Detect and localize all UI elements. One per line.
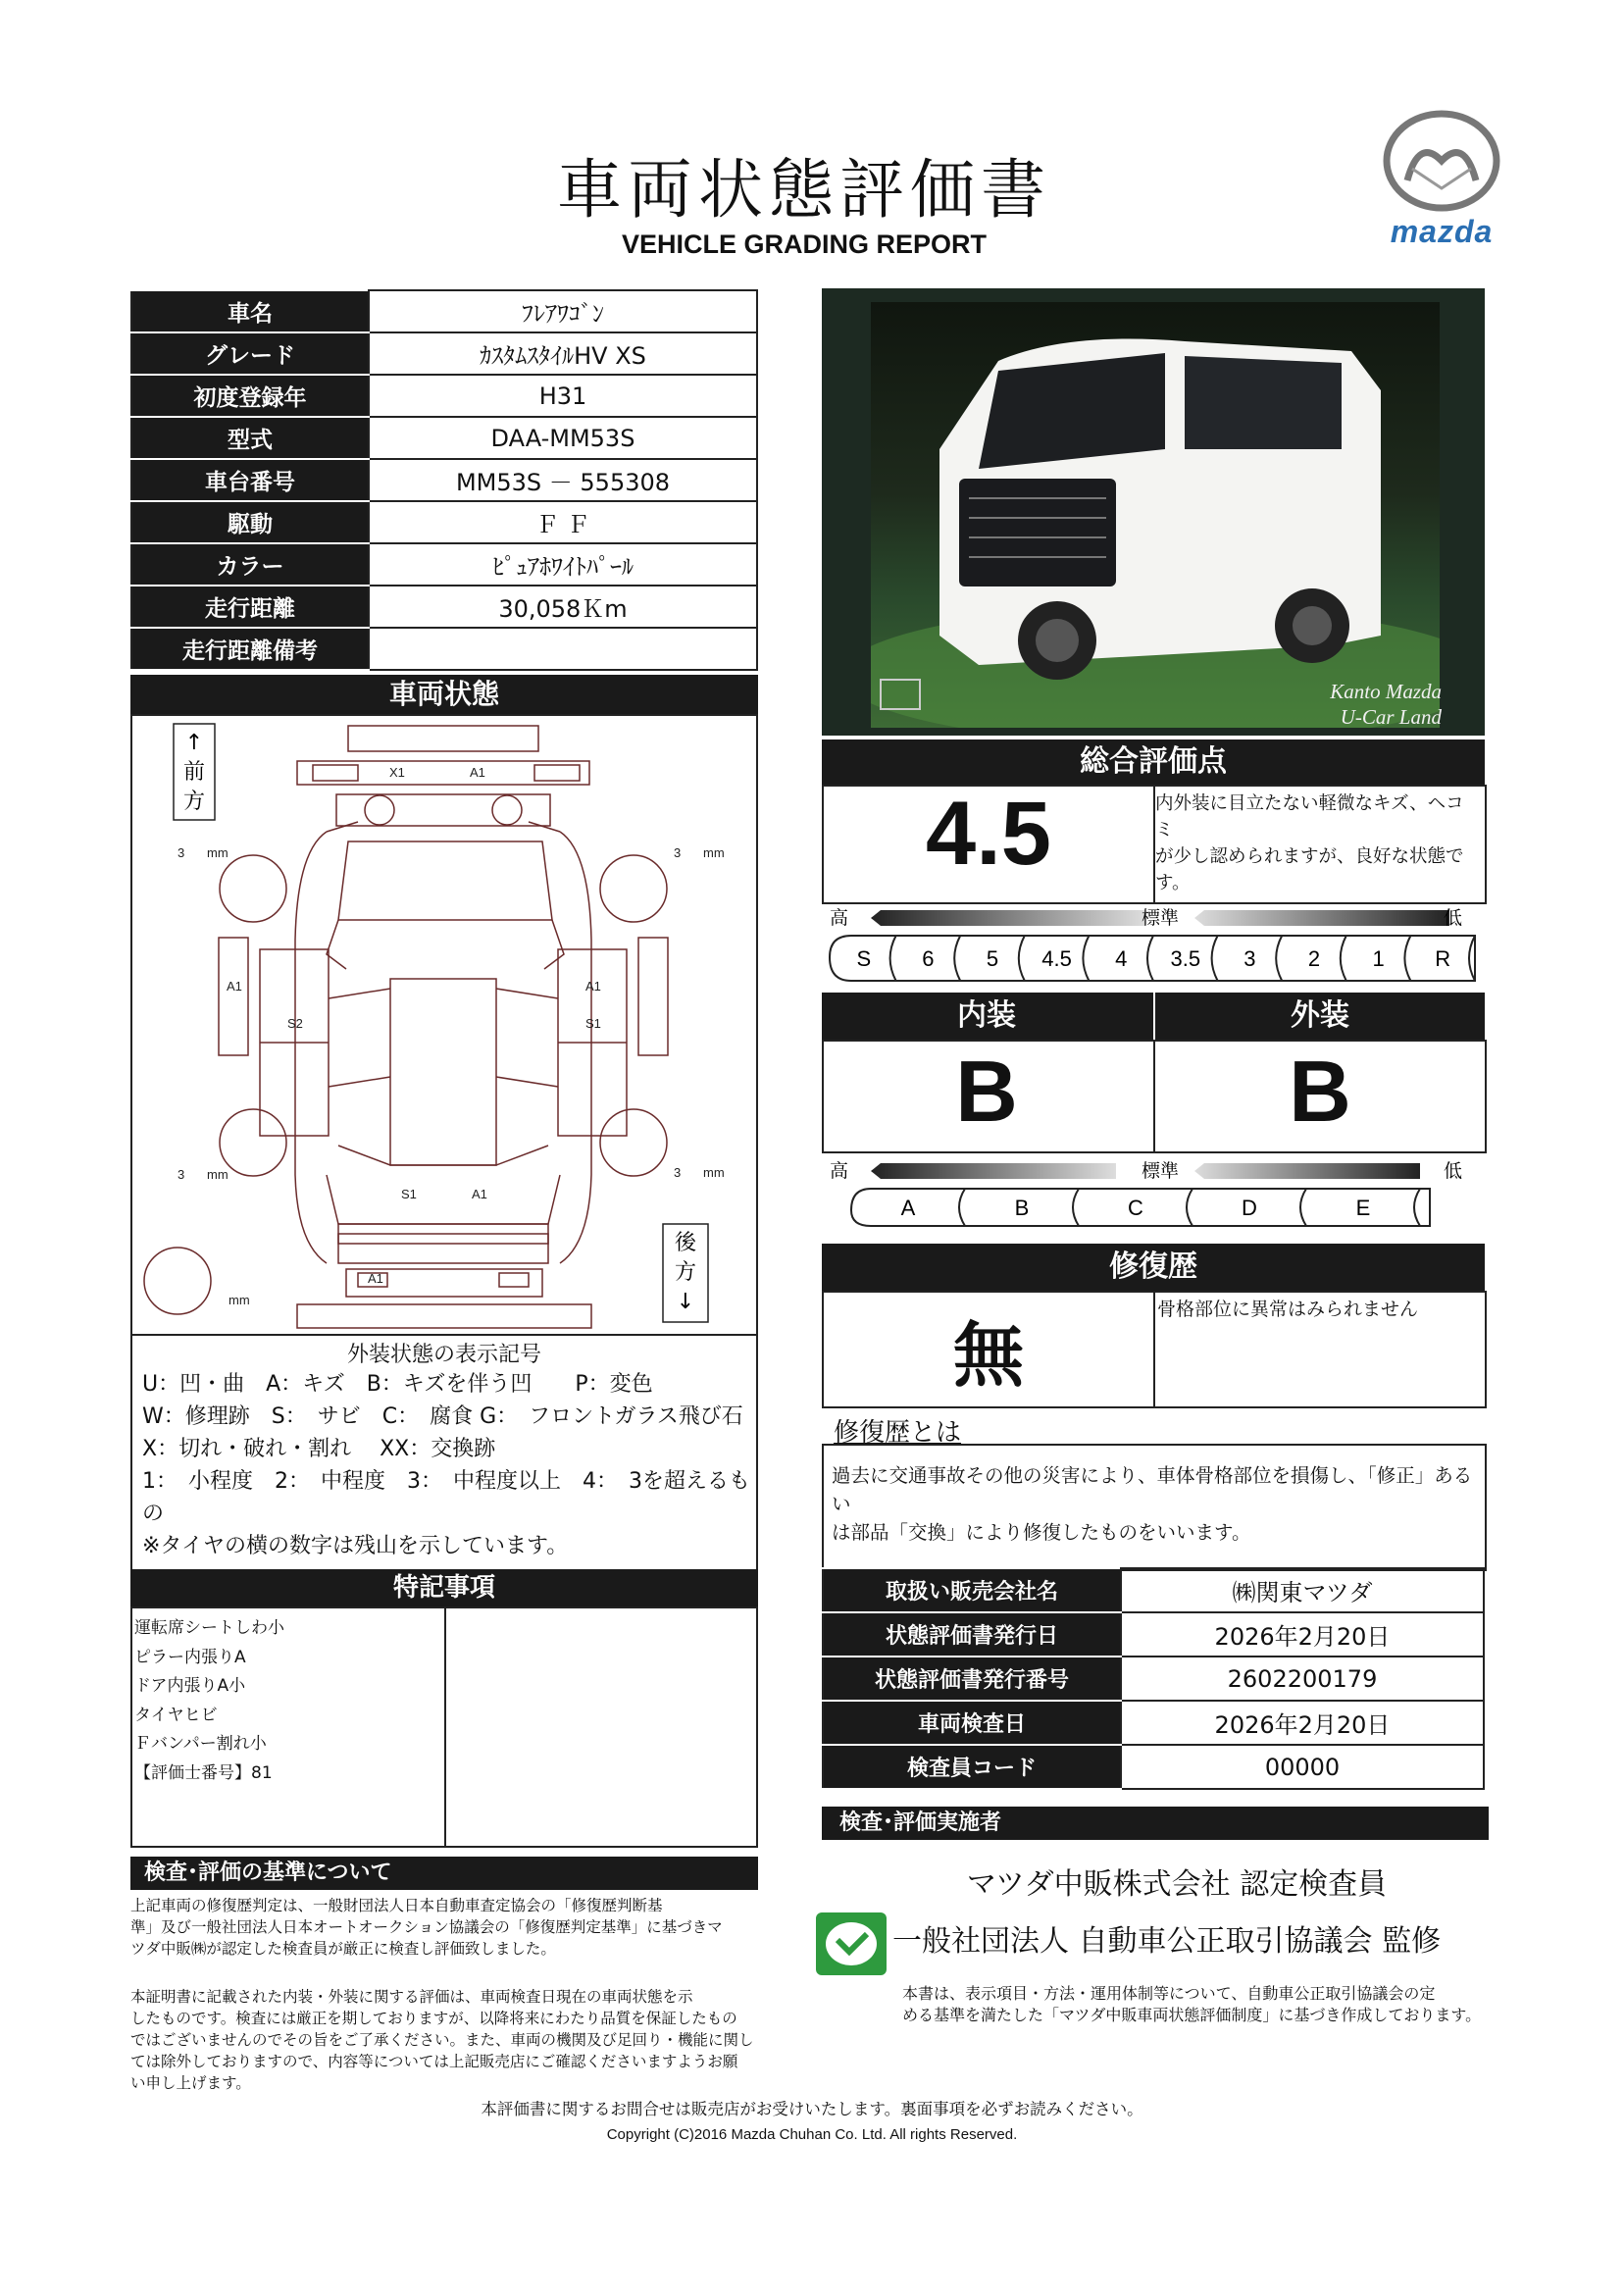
basis-line: ては除外しておりますので、内容等については上記販売店にご確認くださいますようお願 [130,2053,738,2070]
basis-line: したものです。検査には厳正を期しておりますが、以降将来にわたり品質を保証したもの [130,2010,737,2027]
damage-mark: A1 [470,765,485,780]
exterior-heading: 外装 [1291,998,1349,1033]
legend-line: U：凹・曲 A：キズ B：キズを伴う凹 P：変色 [142,1372,653,1397]
scale-cell-label: D [1242,1196,1257,1220]
scale-cell-label: B [1014,1196,1030,1220]
score-desc-line: 内外装に目立たない軽微なキズ、ヘコミ [1155,793,1464,841]
info-row [823,1745,1484,1789]
front-label-2: 方 [182,790,206,814]
footer-notice: 本評価書に関するお問合せは販売店がお受けいたします。裏面事項を必ずお読みください。 [481,2100,1143,2118]
spec-row [131,290,757,332]
info-value: 2602200179 [1121,1657,1484,1701]
spec-value: MM53S － 555308 [369,459,757,501]
vehicle-photo [871,302,1440,728]
notes-box [130,1606,758,1848]
scale-cell-divider [1147,936,1153,981]
legend-line: X：切れ・破れ・割れ XX：交換跡 [142,1437,496,1461]
scale-cell-label: 1 [1372,946,1385,971]
rear-label-1: 後 [674,1231,697,1255]
car-body-diagram [130,714,754,1332]
about-line: 過去に交通事故その他の災害により、車体骨格部位を損傷し、「修正」あるい [832,1464,1473,1515]
score-scale [822,904,1485,989]
association-note [902,1983,1491,2026]
basis-line: い申し上げます。 [130,2074,251,2092]
spec-row [131,628,757,670]
scale-high-label: 高 [830,907,849,929]
legend-title: 外装状態の表示記号 [346,1343,541,1367]
damage-mark: A1 [368,1271,383,1286]
info-value: 2026年2月20日 [1121,1701,1484,1745]
scale-cell-divider [1404,936,1410,981]
scale-cell-label: S [856,946,872,971]
caption-line: U-Car Land [1340,705,1442,729]
scale-cell-label: C [1128,1196,1143,1220]
scale-cell-divider [1414,1189,1420,1226]
executor-heading: 検査･評価実施者 [822,1807,1489,1840]
about-line: は部品「交換」により修復したものをいいます。 [832,1521,1251,1544]
tire-unit: mm [703,845,725,860]
score-description [1155,790,1479,896]
info-label: 状態評価書発行日 [823,1612,1121,1657]
score-desc-line: が少し認められますが、良好な状態で [1155,846,1464,867]
scale-cell-divider [1212,936,1218,981]
report-subtitle: VEHICLE GRADING REPORT [621,229,988,259]
legend-line: ※タイヤの横の数字は残山を示しています。 [142,1534,569,1558]
spec-row [131,375,757,417]
spec-label: 駆動 [131,501,369,543]
spare-tire-unit: mm [228,1293,250,1307]
caption-line: Kanto Mazda [1330,680,1442,703]
basis-paragraph-1 [130,1895,758,1960]
report-title: 車両状態評価書 [557,152,1051,228]
spec-value: Ｆ Ｆ [369,501,757,543]
info-row [823,1612,1484,1657]
scale-cell-label: 5 [986,946,999,971]
legend-line: 1： 小程度 2： 中程度 3： 中程度以上 4： 3を超えるもの [142,1469,750,1526]
note-item: タイヤヒビ [134,1705,218,1725]
spec-row [131,543,757,586]
scale-cell-divider [1276,936,1282,981]
scale-cell-divider [890,936,896,981]
info-value: 00000 [1121,1745,1484,1789]
note-item: ドア内張りA小 [134,1676,246,1696]
basis-line: ツダ中販㈱が認定した検査員が厳正に検査し評価致しました。 [130,1940,556,1958]
spec-row [131,332,757,375]
scale-cell-label: 3 [1243,946,1256,971]
scale-cell-label: R [1435,946,1451,971]
spec-value: DAA-MM53S [369,417,757,459]
scale-cell-label: E [1355,1196,1371,1220]
interior-grade: B [955,1043,1018,1140]
spec-label: 車台番号 [131,459,369,501]
association-logo-icon [814,1911,888,1977]
basis-line: ではございませんのでその旨をご了承ください。また、車両の機関及び足回り・機能に関し [130,2031,754,2049]
scale-cell-divider [1083,936,1089,981]
note-item: 運転席シートしわ小 [134,1618,284,1638]
spec-label: 型式 [131,417,369,459]
spec-label: 走行距離 [131,586,369,628]
certified-inspector: マツダ中販株式会社 認定検査員 [966,1867,1388,1902]
info-label: 状態評価書発行番号 [823,1657,1121,1701]
assoc-note-line: 本書は、表示項目・方法・運用体制等について、自動車公正取引協議会の定 [902,1984,1436,2003]
spec-value [369,628,757,670]
scale-cell-divider [959,1189,965,1226]
tire-unit: mm [703,1165,725,1180]
info-value: ㈱関東マツダ [1121,1568,1484,1612]
scale-cell-divider [1187,1189,1193,1226]
info-label: 検査員コード [823,1745,1121,1789]
exterior-grade: B [1289,1043,1351,1140]
tire-unit: mm [207,845,228,860]
basis-heading: 検査･評価の基準について [130,1857,758,1890]
note-item: Ｆバンパー割れ小 [134,1734,267,1754]
spec-label: グレード [131,332,369,375]
repair-note: 骨格部位に異常はみられません [1157,1299,1419,1320]
legend-box [130,1334,758,1571]
scale-low-label: 低 [1444,907,1463,929]
basis-line: 上記車両の修復歴判定は、一般財団法人日本自動車査定協会の「修復歴判断基 [130,1897,663,1914]
score-heading: 総合評価点 [822,739,1485,785]
front-label-1: 前 [182,760,206,785]
info-row [823,1568,1484,1612]
spec-row [131,586,757,628]
scale-mid-label: 標準 [1142,907,1180,929]
spec-label: 初度登録年 [131,375,369,417]
footer-copyright: Copyright (C)2016 Mazda Chuhan Co. Ltd. All rights Reserved. [606,2126,1018,2143]
tire-rl-depth: 3 [178,1167,185,1182]
basis-line: 準」及び一般社団法人日本オートオークション協議会の「修復歴判定基準」に基づきマ [130,1918,723,1936]
info-row [823,1701,1484,1745]
info-value: 2026年2月20日 [1121,1612,1484,1657]
basis-paragraph-2 [130,1986,758,2094]
score-scale-cells [856,936,1475,981]
note-item: ピラー内張りA [134,1647,246,1667]
spec-label: 走行距離備考 [131,628,369,670]
scale-cell-label: 4.5 [1041,946,1072,971]
spec-value: ﾌﾚｱﾜｺﾞﾝ [369,290,757,332]
scale-cell-label: 2 [1307,946,1321,971]
info-label: 車両検査日 [823,1701,1121,1745]
front-arrow-label: ↑ [184,731,204,755]
grade-scale-high: 高 [830,1160,849,1182]
notes-heading: 特記事項 [130,1569,758,1606]
scale-cell-divider [1019,936,1025,981]
spec-value: 30,058Ｋm [369,586,757,628]
rear-label-2: 方 [674,1260,697,1285]
spec-label: カラー [131,543,369,586]
tire-fr-depth: 3 [674,845,682,860]
grade-scale-mid: 標準 [1142,1160,1180,1182]
info-row [823,1657,1484,1701]
overall-score: 4.5 [926,784,1051,884]
repair-heading: 修復歴 [822,1244,1485,1291]
spec-row [131,417,757,459]
grade-scale [822,1157,1485,1236]
vehicle-photo-illustration [871,302,1440,728]
grade-scale-low: 低 [1444,1160,1463,1182]
rear-arrow-label: ↓ [676,1290,695,1314]
note-item: 【評価士番号】81 [134,1762,273,1783]
spec-value: H31 [369,375,757,417]
damage-mark: S1 [401,1187,417,1201]
damage-mark: A1 [585,979,601,994]
dealer-info-table [822,1567,1485,1790]
scale-cell-label: A [900,1196,916,1220]
about-repair-text [832,1461,1479,1547]
assoc-note-line: める基準を満たした「マツダ中販車両状態評価制度」に基づき作成しております。 [902,2006,1482,2024]
damage-mark: A1 [472,1187,487,1201]
scale-cell-label: 6 [922,946,935,971]
scale-cell-divider [1073,1189,1079,1226]
scale-cell-divider [1341,936,1346,981]
interior-heading: 内装 [957,998,1016,1033]
spec-value: ｶｽﾀﾑｽﾀｲﾙHV XS [369,332,757,375]
association-name: 一般社団法人 自動車公正取引協議会 監修 [892,1924,1442,1959]
tire-rr-depth: 3 [674,1165,682,1180]
spec-label: 車名 [131,290,369,332]
about-repair-title: 修復歴とは [834,1418,962,1448]
repair-history-value: 無 [952,1314,1024,1397]
scale-cell-divider [1300,1189,1306,1226]
grade-scale-cells [851,1189,1430,1226]
damage-mark: X1 [389,765,405,780]
legend-line: W：修理跡 S： サビ C： 腐食 G： フロントガラス飛び石 [142,1404,743,1429]
tire-fl-depth: 3 [178,845,185,860]
damage-mark: S1 [585,1016,601,1031]
vehicle-spec-table [130,289,758,671]
photo-caption [1285,679,1442,730]
damage-mark: A1 [227,979,242,994]
score-desc-line: す。 [1155,873,1191,893]
mazda-wordmark: mazda [1390,214,1494,249]
scale-cell-label: 3.5 [1170,946,1201,971]
info-label: 取扱い販売会社名 [823,1568,1121,1612]
basis-line: 本証明書に記載された内装・外装に関する評価は、車両検査日現在の車両状態を示 [130,1988,693,2006]
scale-cell-divider [954,936,960,981]
scale-cell-label: 4 [1115,946,1128,971]
tire-unit: mm [207,1167,228,1182]
damage-mark: S2 [287,1016,303,1031]
spec-row [131,501,757,543]
spec-row [131,459,757,501]
condition-heading: 車両状態 [130,675,758,714]
spec-value: ﾋﾟｭｱﾎﾜｲﾄﾊﾟｰﾙ [369,543,757,586]
